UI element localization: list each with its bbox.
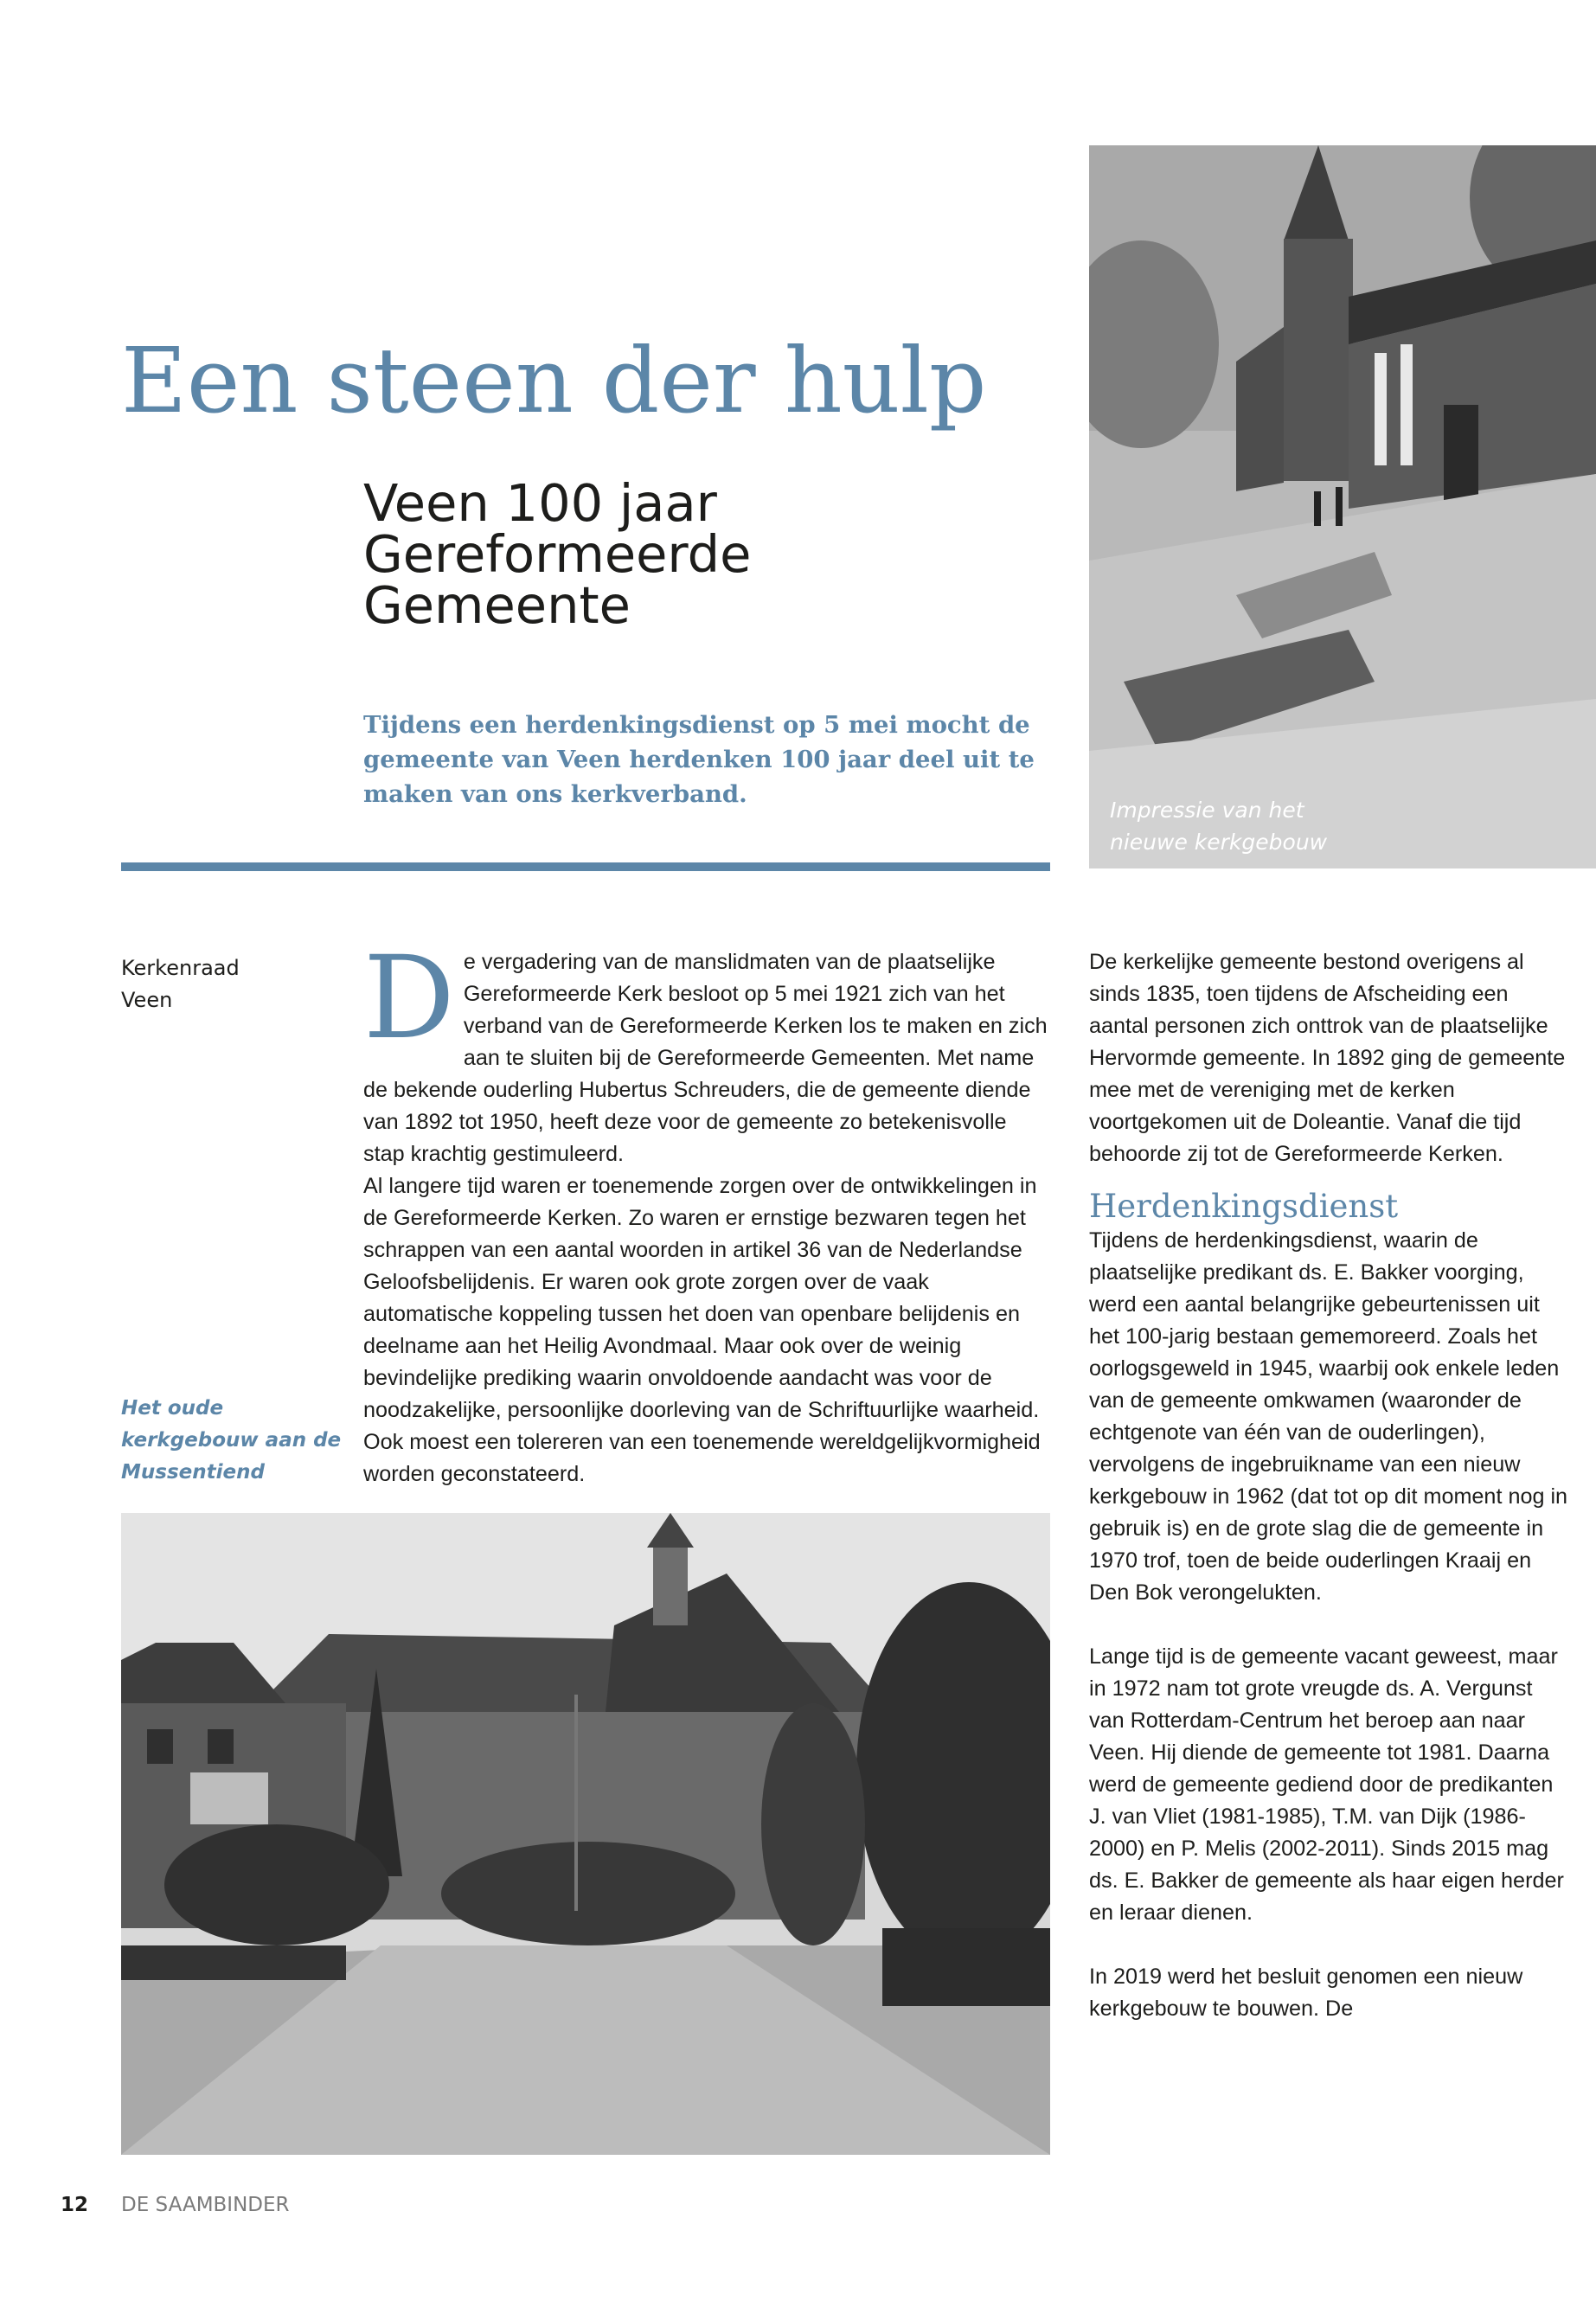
caption-line: kerkgebouw aan de (121, 1429, 342, 1452)
author-byline (121, 952, 329, 1016)
old-church-photo (121, 1513, 1050, 2155)
page-footer (0, 2194, 1596, 2228)
page-number: 12 (61, 2194, 89, 2216)
body-column-right (1089, 946, 1570, 2025)
old-church-caption (121, 1393, 346, 1489)
paragraph: Lange tijd is de gemeente vacant geweest, maar in 1972 nam tot grote vreugde ds. A. Vergunst van Rotterdam-Centrum het beroep aan naar Veen. Hij diende de gemeente tot 1981. Daarna werd de gemeente gediend door de predikanten J. van Vliet (1981-1985), T.M. van Dijk (1986-2000) en P. Melis (2002-2011). Sinds 2015 mag ds. E. Bakker de gemeente als haar eigen herder en leraar dienen. (1089, 1644, 1564, 1925)
paragraph: In 2019 werd het besluit genomen een nieuw kerkgebouw te bouwen. De (1089, 1965, 1523, 2021)
new-church-caption (1110, 794, 1369, 858)
section-heading: Herdenkingsdienst (1089, 1188, 1399, 1225)
author-line: Kerkenraad (121, 956, 240, 980)
drop-cap: D (363, 932, 455, 1065)
body-column-middle (363, 932, 1052, 1490)
article-intro: Tijdens een herdenkingsdienst op 5 mei mocht de gemeente van Veen herdenken 100 jaar deel uit te maken van ons kerkverband. (363, 711, 1035, 808)
subtitle-line: Veen 100 jaar (363, 473, 717, 533)
old-church-illustration (121, 1513, 1050, 2155)
caption-line: nieuwe kerkgebouw (1110, 830, 1328, 855)
caption-line: Impressie van het (1110, 798, 1304, 823)
paragraph: Al langere tijd waren er toenemende zorgen over de ontwikkelingen in de Gereformeerde Kerken. Zo waren er ernstige bezwaren tegen het schrappen van een aantal woorden in artikel 36 van de Nederlandse Geloofsbelijdenis. Er waren ook grote zorgen over de vaak automatische koppeling tussen het doen van openbare belijdenis en deelname aan het Heilig Avondmaal. Maar ook over de weinig bevindelijke prediking waarin onvoldoende aandacht was voor de noodzakelijke, persoonlijke doorleving van de Schriftuurlijke waarheid. Ook moest een tolereren van een toenemende wereldgelijkvormigheid worden geconstateerd. (363, 1174, 1041, 1486)
new-church-photo (1089, 145, 1596, 868)
paragraph (363, 932, 1052, 1170)
subtitle-line: Gereformeerde (363, 524, 752, 584)
paragraph: De kerkelijke gemeente bestond overigens al sinds 1835, toen tijdens de Afscheiding een aantal personen zich onttrok van de plaatselijke Hervormde gemeente. In 1892 ging de gemeente mee met de vereniging met de kerken voortgekomen uit de Doleantie. Vanaf die tijd behoorde zij tot de Gereformeerde Kerken. (1089, 950, 1566, 1166)
divider-rule (121, 862, 1050, 871)
paragraph-text: e vergadering van de manslidmaten van de plaatselijke Gereformeerde Kerk besloot op 5 mei 1921 zich van het verband van de Gereformeerde Kerken los te maken en zich aan te sluiten bij de Gereformeerde Gemeenten. Met name de bekende ouderling Hubertus Schreuders, die de gemeente diende van 1892 tot 1950, heeft deze voor de gemeente zo betekenisvolle stap krachtig gestimuleerd. (363, 950, 1048, 1166)
magazine-name: DE SAAMBINDER (121, 2194, 290, 2216)
paragraph: Tijdens de herdenkingsdienst, waarin de plaatselijke predikant ds. E. Bakker voorging, werd een aantal belangrijke gebeurtenissen uit het 100-jarig bestaan gememoreerd. Zoals het oorlogsgeweld in 1945, waarbij ook enkele leden van de gemeente omkwamen (waaronder de echtgenote van één van de ouderlingen), vervolgens de ingebruikname van een nieuw kerkgebouw in 1962 (dat tot op dit moment nog in gebruik is) en de grote slag die de gemeente in 1970 trof, toen de beide ouderlingen Kraaij en Den Bok verongelukten. (1089, 1228, 1568, 1605)
new-church-illustration (1089, 145, 1596, 868)
article-subtitle (363, 473, 848, 635)
author-line: Veen (121, 988, 173, 1012)
caption-line: Het oude (121, 1397, 224, 1420)
subtitle-line: Gemeente (363, 575, 631, 635)
article-title: Een steen der hulp (121, 328, 987, 433)
caption-line: Mussentiend (121, 1461, 265, 1484)
